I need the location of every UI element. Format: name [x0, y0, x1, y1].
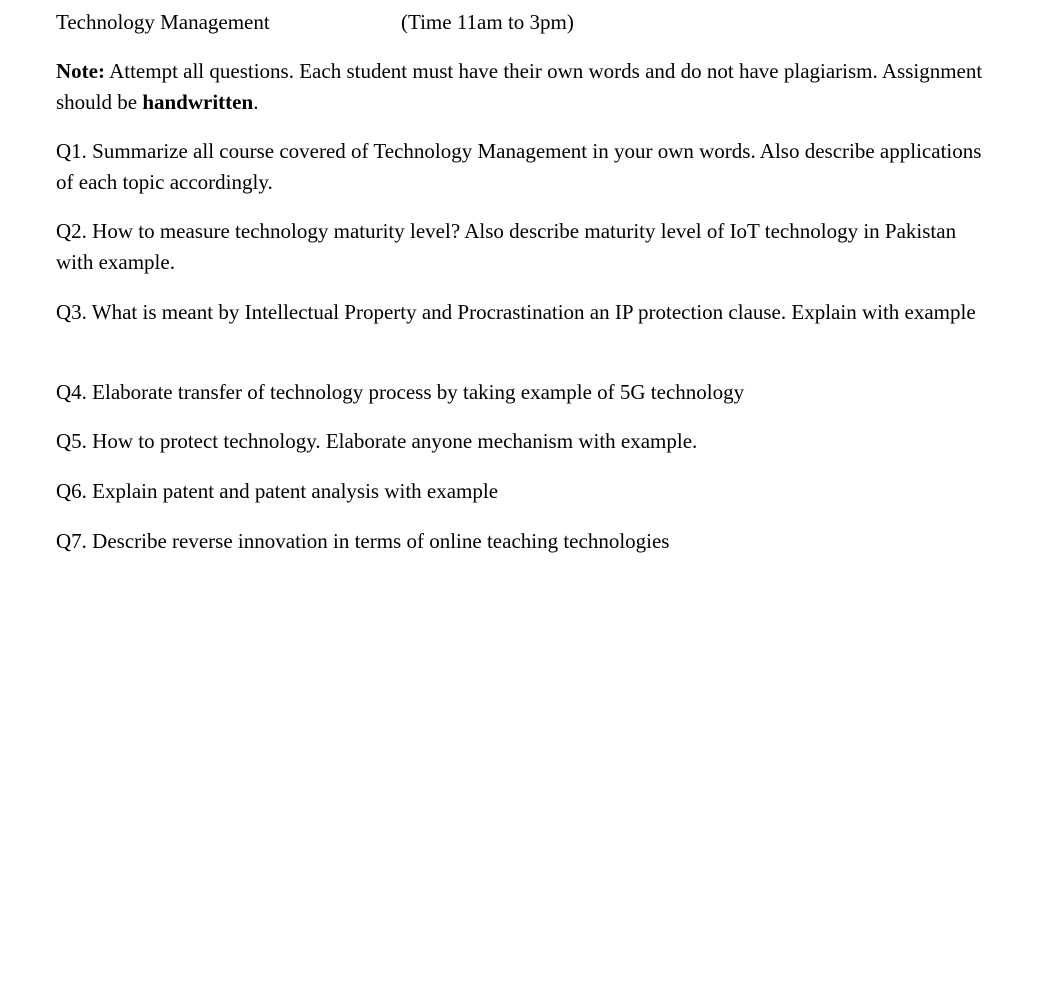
exam-time: (Time 11am to 3pm) — [401, 10, 574, 34]
question-4: Q4. Elaborate transfer of technology process by taking example of 5G technology — [56, 380, 745, 404]
note-emphasis: handwritten — [142, 90, 254, 114]
question-1: Q1. Summarize all course covered of Technology Management in your own words. Also describe applications of each topic accordingly. — [56, 139, 982, 194]
course-title: Technology Management — [56, 10, 270, 34]
note-label: Note: — [56, 59, 105, 83]
note-text-end: . — [253, 90, 259, 114]
note-paragraph — [56, 56, 986, 118]
question-3: Q3. What is meant by Intellectual Property and Procrastination an IP protection clause. Explain with example — [56, 300, 976, 324]
question-5: Q5. How to protect technology. Elaborate anyone mechanism with example. — [56, 429, 698, 453]
question-6: Q6. Explain patent and patent analysis with example — [56, 479, 499, 503]
question-7: Q7. Describe reverse innovation in terms of online teaching technologies — [56, 529, 670, 553]
note-text: Attempt all questions. Each student must have their own words and do not have plagiarism. Assignment should be — [56, 59, 983, 114]
question-2: Q2. How to measure technology maturity level? Also describe maturity level of IoT technology in Pakistan with example. — [56, 219, 957, 274]
